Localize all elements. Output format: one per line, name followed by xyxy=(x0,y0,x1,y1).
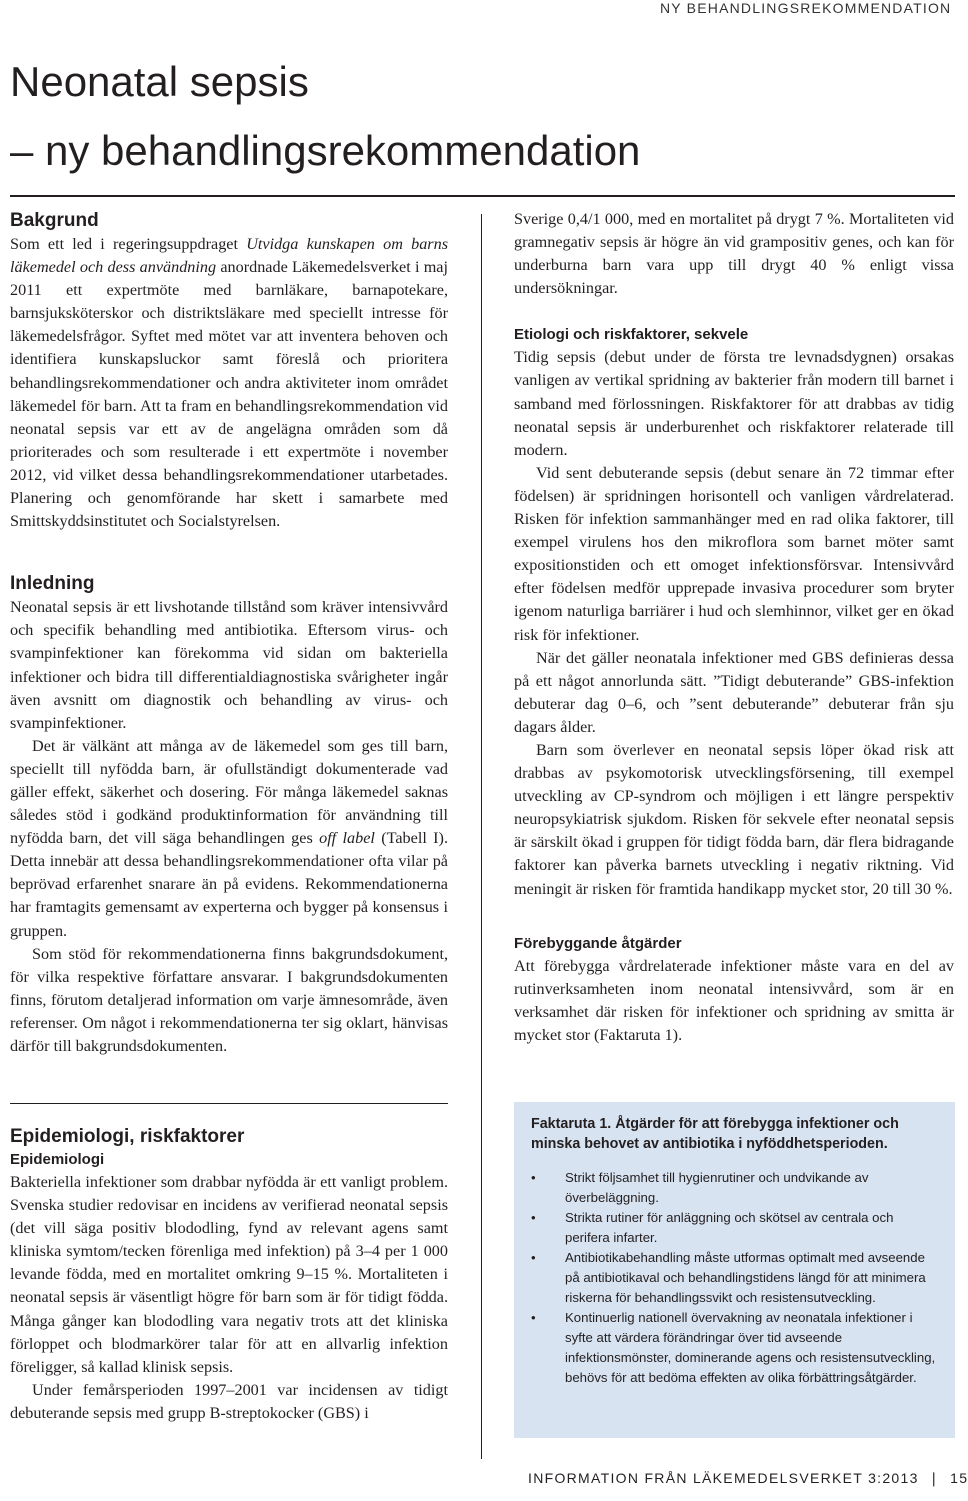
list-item: • Strikta rutiner för anläggning och skötsel av centrala och perifera infarter. xyxy=(531,1208,937,1248)
right-column xyxy=(514,208,954,1047)
column-rule xyxy=(481,214,482,1459)
spacer xyxy=(10,533,448,571)
bakgrund-heading: Bakgrund xyxy=(10,210,99,231)
faktaruta-title: Faktaruta 1. Åtgärder för att förebygga infektioner och minska behovet av antibiotika i nyföddhetsperioden. xyxy=(531,1116,899,1152)
etiologi-paragraph-4: Barn som överlever en neonatal sepsis löper ökad risk att drabbas av psykomotorisk utvecklingsförsening, till exempel utveckling av CP-syndrom och möjligen i ett längre perspektiv neuropsykiatrisk sjukdom. Risken för sekvele efter neonatal sepsis är särskilt ökad i gruppen för tidigt födda barn, där flera bidragande faktorer kan påverka barnets utveckling i negativ riktning. Vid meningit är risken för framtida handikapp mycket stor, 20 till 30 %. xyxy=(514,740,954,898)
left-column xyxy=(10,208,448,1058)
title-divider xyxy=(10,195,955,197)
spacer xyxy=(514,300,954,324)
footer-separator: ❘ xyxy=(927,1470,941,1486)
epidemiologi-heading: Epidemiologi, riskfaktorer xyxy=(10,1126,245,1147)
page-footer xyxy=(528,1470,968,1487)
etiologi-paragraph-3: När det gäller neonatala infektioner med GBS definieras dessa på ett något annorlunda sätt. ”Tidigt debuterande” GBS-infektion debuterar dag 0–6, och ”sent debuterande” debuterar från sju dagars ålder. xyxy=(514,648,954,736)
page-title-line2: – ny behandlingsrekommendation xyxy=(10,127,641,174)
left-column-bottom xyxy=(10,1124,448,1425)
list-item: • Strikt följsamhet till hygienrutiner och undvikande av överbeläggning. xyxy=(531,1168,937,1208)
forebyggande-paragraph: Att förebygga vårdrelaterade infektioner måste vara en del av rutinverksamheten inom neonatal intensivvård, som är en verksamhet där risken för infektioner och spridning av smitta är mycket stor (Faktaruta 1). xyxy=(514,956,954,1044)
etiologi-heading: Etiologi och riskfaktorer, sekvele xyxy=(514,326,749,344)
etiologi-paragraph-2: Vid sent debuterande sepsis (debut senare än 72 timmar efter födelsen) är spridningen horisontell och vanligen vårdrelaterad. Risken för infektion sammanhänger med en rad olika faktorer, till exempel virulens hos den mikroflora som barnet möter samt expositionstiden och ett omoget infektionsförsvar. Intensivvård efter födelsen medför upprepade invasiva procedurer som bryter igenom naturliga barriärer i hud och slemhinnor, vilket ger en ökad risk för infektioner. xyxy=(514,463,954,644)
bakgrund-paragraph: Som ett led i regeringsuppdraget Utvidga kunskapen om barns läkemedel och dess användning anordnade Läkemedelsverket i maj 2011 ett expertmöte med barnläkare, barnapotekare, barnsjuksköterskor och distriktsläkare med speciellt intresse för läkemedelsfrågor. Syftet med mötet var att inventera behoven och identifiera kunskapsluckor samt föreslå och prioritera behandlingsrekommendationer och andra aktiviteter inom området läkemedel för barn. Att ta fram en behandlingsrekommendation vid neonatal sepsis var ett av de angelägna områden som då prioriterades och som resulterade i ett expertmöte i november 2012, vid vilket dessa behandlingsrekommendationer utarbetades. Planering och genomförande har skett i samarbete med Smittskyddsinstitutet och Socialstyrelsen. xyxy=(10,235,448,531)
forebyggande-heading: Förebyggande åtgärder xyxy=(514,934,682,952)
epidemiologi-continuation: Sverige 0,4/1 000, med en mortalitet på drygt 7 %. Mortaliteten vid gramnegativ sepsis är högre än vid grampositiv genes, och kan för underburna barn vara upp till drygt 40 % enligt vissa undersökningar. xyxy=(514,210,954,298)
spacer xyxy=(514,901,954,933)
section-tag: NY BEHANDLINGSREKOMMENDATION xyxy=(660,0,952,16)
epidemiologi-paragraph-2: Under femårsperioden 1997–2001 var incidensen av tidigt debuterande sepsis med grupp B-streptokocker (GBS) i xyxy=(10,1380,448,1422)
faktaruta-list xyxy=(531,1168,937,1388)
faktaruta-box xyxy=(514,1102,955,1438)
page-number: 15 xyxy=(950,1470,968,1486)
inledning-heading: Inledning xyxy=(10,573,95,595)
list-item: • Antibiotikabehandling måste utformas optimalt med avseende på antibiotikaval och behandlingstidens längd för att minimera riskerna för behandlingssvikt och resistensutveckling. xyxy=(531,1248,937,1308)
footer-publication: INFORMATION FRÅN LÄKEMEDELSVERKET 3:2013 xyxy=(528,1470,919,1486)
inledning-paragraph-3: Som stöd för rekommendationerna finns bakgrundsdokument, för vilka respektive författare ansvarar. I bakgrundsdokumenten finns, förutom detaljerad information om varje ämnesområde, även referenser. Om något i rekommendationerna ter sig oklart, hänvisas därför till bakgrundsdokumenten. xyxy=(10,944,448,1055)
epidemiologi-paragraph-1: Bakteriella infektioner som drabbar nyfödda är ett vanligt problem. Svenska studier redovisar en incidens av verifierad neonatal sepsis (det vill säga positiv blododling, fynd av relevant agens samt kliniska symtom/tecken förenliga med infektion) på 3–4 per 1 000 levande födda, med en mortalitet omkring 9–15 %. Mortaliteten i neonatal sepsis är väsentligt högre för barn som är för tidigt födda. Många gånger kan blododling vara negativ trots att det kliniska förloppet och blodmarkörer talar för att en allvarlig infektion föreligger, så kallad klinisk sepsis. xyxy=(10,1173,448,1376)
inledning-paragraph-2: Det är välkänt att många av de läkemedel som ges till barn, speciellt till nyfödda barn, är ofullständigt dokumenterade vad gäller effekt, säkerhet och dosering. För många läkemedel saknas således stöd i godkänd produktinformation för användning till nyfödda barn, det vill säga behandlingen ges off label (Tabell I). Detta innebär att dessa behandlingsrekommendationer ofta vilar på beprövad erfarenhet snarare än på evidens. Rekommendationerna har framtagits gemensamt av experterna och bygger på konsensus i gruppen. xyxy=(10,736,448,940)
section-rule xyxy=(10,1103,448,1104)
inledning-paragraph-1: Neonatal sepsis är ett livshotande tillstånd som kräver intensivvård och specifik behandling med antibiotika. Eftersom virus- och svampinfektioner kan förekomma vid sidan om bakteriella infektioner och bidra till differentialdiagnostiska svårigheter ingår även avsnitt om diagnostik och behandling av virus- och svampinfektioner. xyxy=(10,598,448,732)
epidemiologi-subheading: Epidemiologi xyxy=(10,1151,105,1168)
etiologi-paragraph-1: Tidig sepsis (debut under de första tre levnadsdygnen) orsakas vanligen av vertikal spridning av bakterier från modern till barnet i samband med förlossningen. Riskfaktorer för att drabbas av tidig neonatal sepsis är underburenhet och riskfaktorer relaterade till modern. xyxy=(514,348,954,459)
list-item: • Kontinuerlig nationell övervakning av neonatala infektioner i syfte att värdera förändringar över tid avseende infektionsmönster, dominerande agens och resistensutveckling, behövs för att bedöma effekten av olika förbättringsåtgärder. xyxy=(531,1308,937,1388)
page-title-line1: Neonatal sepsis xyxy=(10,58,309,105)
